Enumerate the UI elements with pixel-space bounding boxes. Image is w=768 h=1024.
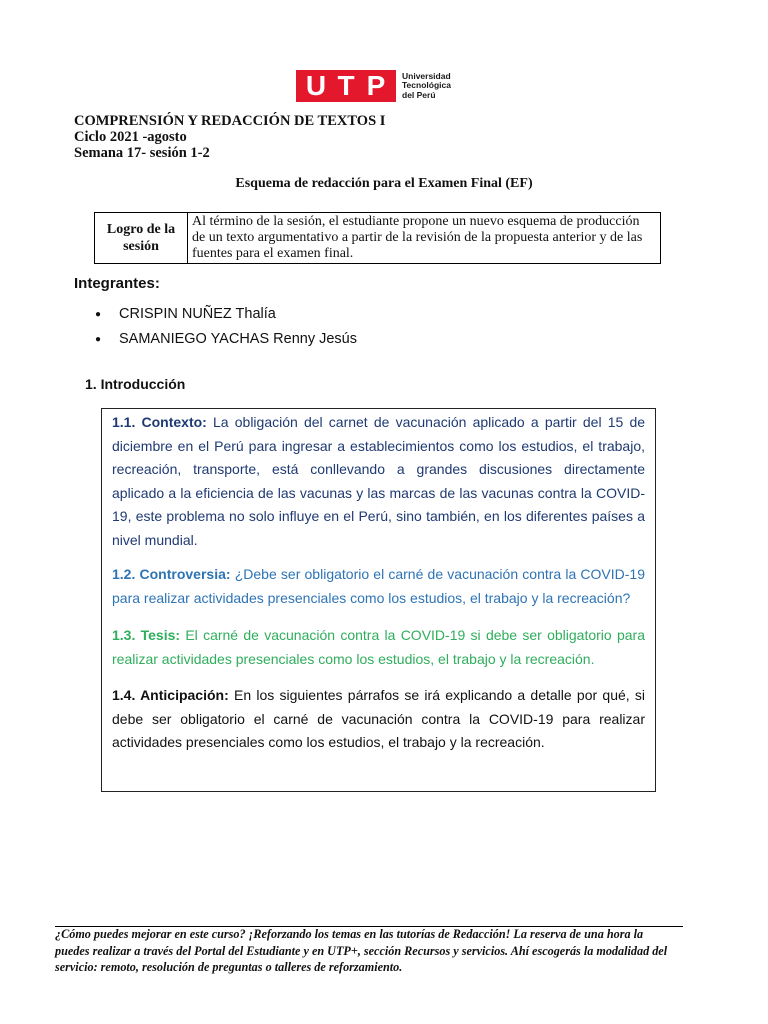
- logro-text: Al término de la sesión, el estudiante propone un nuevo esquema de producción de un texto argumentativo a partir de la revisión de la propuesta anterior y de las fuentes para el examen final.: [188, 213, 661, 264]
- member-item: [95, 331, 357, 347]
- controversia-text: ¿Debe ser obligatorio el carné de vacunación contra la COVID-19 para realizar actividades presenciales como los estudios, el trabajo y la recreación?: [112, 566, 645, 606]
- tesis-label: 1.3. Tesis:: [112, 627, 181, 643]
- tesis-paragraph: [112, 624, 645, 671]
- footer-note: ¿Cómo puedes mejorar en este curso? ¡Reforzando los temas en las tutorías de Redacción! La reserva de una hora la puedes realizar a través del Portal del Estudiante y en UTP+, sección Recursos y servicios. Ahí escogerás la modalidad del servicio: remoto, resolución de preguntas o talleres de reforzamiento.: [55, 927, 668, 974]
- controversia-paragraph: [112, 563, 645, 610]
- logo-letter-p: P: [366, 70, 386, 101]
- logo-text-line: del Perú: [402, 89, 436, 100]
- members-heading: Integrantes:: [74, 275, 160, 292]
- anticipacion-text: En los siguientes párrafos se irá explicando a detalle por qué, si debe ser obligatorio el carné de vacunación contra la COVID-19 para realizar actividades presenciales como los estudios, el trabajo y la recreación.: [112, 687, 646, 750]
- contexto-label: 1.1. Contexto:: [112, 414, 207, 430]
- section-title: 1. Introducción: [85, 376, 186, 392]
- logro-table: [94, 212, 661, 264]
- course-title: COMPRENSIÓN Y REDACCIÓN DE TEXTOS I: [74, 113, 386, 129]
- utp-logo-text: [402, 72, 451, 101]
- tesis-text: El carné de vacunación contra la COVID-19 si debe ser obligatorio para realizar actividades presenciales como los estudios, el trabajo y la recreación.: [112, 627, 645, 667]
- bullet-icon: ●: [95, 308, 102, 320]
- course-cycle: Ciclo 2021 -agosto: [74, 129, 187, 145]
- contexto-text: La obligación del carnet de vacunación aplicado a partir del 15 de diciembre en el Perú para ingresar a establecimientos como los estudios, el trabajo, recreación, transporte, está conllevando a grandes discusiones directamente aplicado a la eficiencia de las vacunas y las marcas de las vacunas contra la COVID-19, este problema no solo influye en el Perú, sino también, en los diferentes países a nivel mundial.: [112, 414, 646, 548]
- logro-label: Logro de la sesión: [95, 213, 188, 264]
- logo-letter-t: T: [337, 70, 355, 101]
- anticipacion-label: 1.4. Anticipación:: [112, 687, 229, 703]
- utp-logo-mark: [296, 70, 396, 102]
- logo-letter-u: U: [305, 70, 327, 101]
- introduction-box: [101, 408, 656, 792]
- controversia-label: 1.2. Controversia:: [112, 566, 231, 582]
- course-week: Semana 17- sesión 1-2: [74, 145, 210, 161]
- logo-text-line: Tecnológica: [402, 80, 451, 91]
- member-item: [95, 306, 276, 322]
- anticipacion-paragraph: [112, 684, 645, 755]
- document-title: Esquema de redacción para el Examen Final (EF): [235, 176, 533, 191]
- member-name: SAMANIEGO YACHAS Renny Jesús: [119, 331, 357, 347]
- contexto-paragraph: [112, 411, 645, 552]
- member-name: CRISPIN NUÑEZ Thalía: [119, 306, 276, 322]
- bullet-icon: ●: [95, 333, 102, 345]
- logo-text-line: Universidad: [402, 70, 451, 81]
- utp-logo: [296, 70, 451, 102]
